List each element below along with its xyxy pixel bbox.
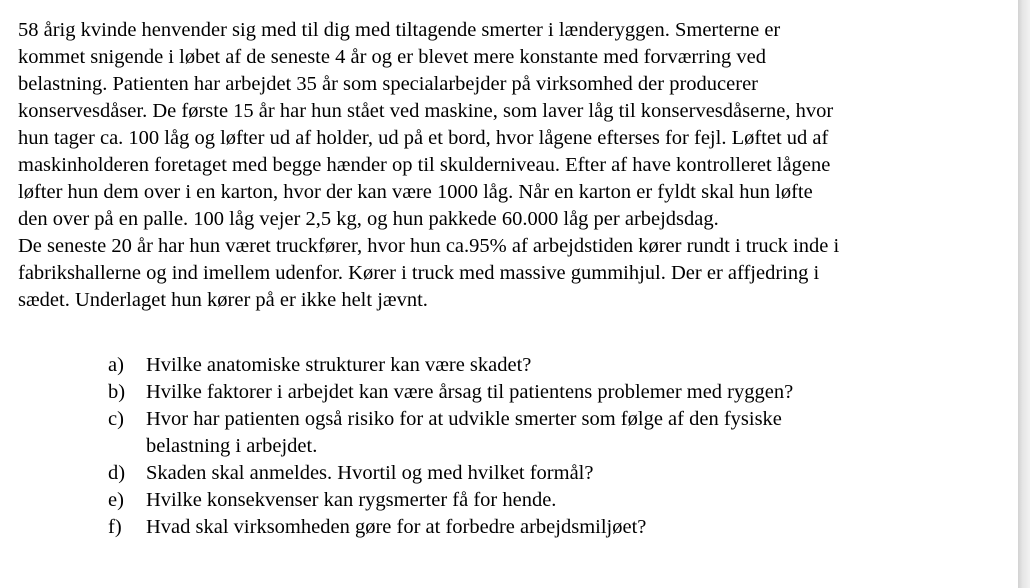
question-text: Hvilke faktorer i arbejdet kan være årsag til patientens problemer med ryggen? (146, 381, 794, 403)
page-edge-shadow (1018, 0, 1030, 588)
question-letter: a) (108, 354, 124, 376)
question-letter: e) (108, 489, 124, 511)
question-text: Hvilke konsekvenser kan rygsmerter få for hende. (146, 489, 557, 511)
question-item-c (108, 406, 988, 460)
question-letter: b) (108, 381, 126, 403)
question-text-continued: belastning i arbejdet. (146, 435, 318, 457)
case-line: De seneste 20 år har hun været truckfører, hvor hun ca.95% af arbejdstiden kører rundt i truck inde i (18, 235, 840, 257)
case-line: belastning. Patienten har arbejdet 35 år som specialarbejder på virksomhed der producerer (18, 73, 758, 95)
question-list (108, 352, 988, 541)
question-item-e (108, 487, 988, 514)
case-description (18, 17, 1008, 314)
question-item-d (108, 460, 988, 487)
case-line: kommet snigende i løbet af de seneste 4 år og er blevet mere konstante med forværring ved (18, 46, 767, 68)
question-text: Skaden skal anmeldes. Hvortil og med hvilket formål? (146, 462, 594, 484)
question-text: Hvad skal virksomheden gøre for at forbedre arbejdsmiljøet? (146, 516, 647, 538)
case-line: den over på en palle. 100 låg vejer 2,5 kg, og hun pakkede 60.000 låg per arbejdsdag. (18, 208, 719, 230)
question-text: Hvilke anatomiske strukturer kan være skadet? (146, 354, 532, 376)
case-line: maskinholderen foretaget med begge hænder op til skulderniveau. Efter af have kontrolleret lågene (18, 154, 831, 176)
question-item-a (108, 352, 988, 379)
question-item-b (108, 379, 988, 406)
case-line: hun tager ca. 100 låg og løfter ud af holder, ud på et bord, hvor lågene efterses for fejl. Løftet ud af (18, 127, 829, 149)
question-letter: c) (108, 408, 124, 430)
question-letter: f) (108, 516, 122, 538)
question-item-f (108, 514, 988, 541)
question-text: Hvor har patienten også risiko for at udvikle smerter som følge af den fysiske (146, 408, 782, 430)
case-line: løfter hun dem over i en karton, hvor der kan være 1000 låg. Når en karton er fyldt skal hun løfte (18, 181, 813, 203)
question-letter: d) (108, 462, 126, 484)
case-line: fabrikshallerne og ind imellem udenfor. Kører i truck med massive gummihjul. Der er affjedring i (18, 262, 820, 284)
case-line: 58 årig kvinde henvender sig med til dig med tiltagende smerter i lænderyggen. Smerterne er (18, 19, 781, 41)
case-line: sædet. Underlaget hun kører på er ikke helt jævnt. (18, 289, 428, 311)
case-line: konservesdåser. De første 15 år har hun stået ved maskine, som laver låg til konservesdåserne, hvor (18, 100, 834, 122)
